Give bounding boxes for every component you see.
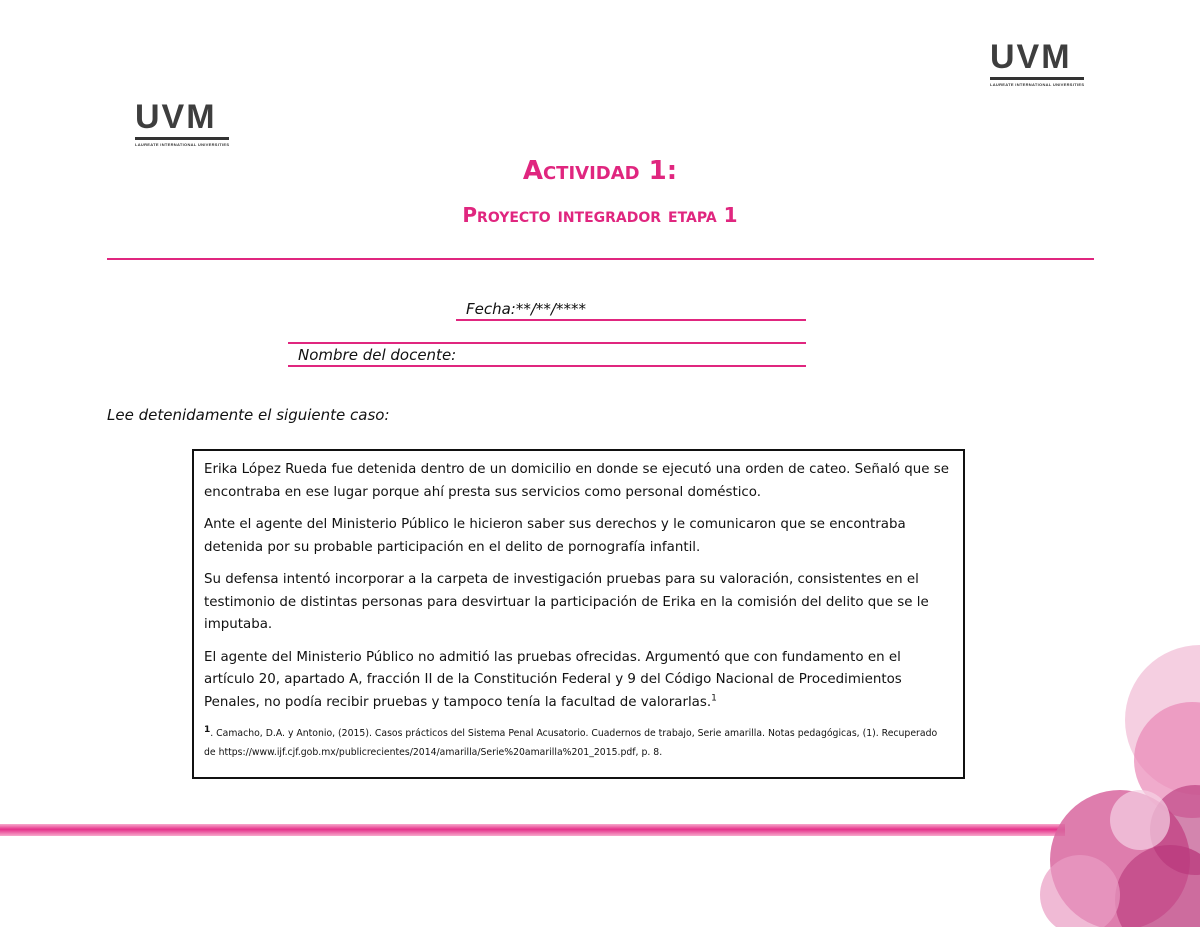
title-divider	[107, 258, 1094, 260]
logo-rule	[135, 137, 229, 140]
logo-rule	[990, 77, 1084, 80]
case-paragraph-4-text: El agente del Ministerio Público no admitió las pruebas ofrecidas. Argumentó que con fundamento en el artículo 20, apartado A, fracción II de la Constitución Federal y 9 del Código Nacional de Procedimientos Penales, no podía recibir pruebas y tampoco tenía la facultad de valorarlas.	[204, 649, 902, 710]
logo-tagline: LAUREATE INTERNATIONAL UNIVERSITIES	[990, 82, 1085, 87]
case-paragraph-3: Su defensa intentó incorporar a la carpeta de investigación pruebas para su valoración, consistentes en el testimonio de distintas personas para desvirtuar la participación de Erika en la comisión del delito que se le imputaba.	[204, 572, 929, 632]
footnote-reference: 1	[711, 693, 717, 704]
case-paragraph-1: Erika López Rueda fue detenida dentro de un domicilio en donde se ejecutó una orden de cateo. Señaló que se encontraba en ese lugar porque ahí presta sus servicios como personal doméstico.	[204, 462, 949, 500]
footnote-text: . Camacho, D.A. y Antonio, (2015). Casos prácticos del Sistema Penal Acusatorio. Cuadernos de trabajo, Serie amarilla. Notas pedagógicas, (1). Recuperado de https://www.ijf.cjf.gob.mx/publicrecientes/2014/amarilla/Serie%20amarilla%201_2015.pdf, p. 8.	[204, 728, 938, 758]
footnote-mark: 1	[204, 724, 211, 735]
case-paragraph-4	[204, 647, 949, 715]
logo-wordmark: UVM	[135, 98, 217, 136]
page-subtitle: Proyecto integrador etapa 1	[462, 203, 738, 227]
teacher-field-underline	[288, 365, 806, 367]
date-field-underline	[456, 319, 806, 321]
logo-wordmark: UVM	[990, 38, 1072, 76]
uvm-logo-left	[135, 100, 231, 147]
instruction-text: Lee detenidamente el siguiente caso:	[107, 406, 390, 424]
case-box	[192, 449, 965, 779]
bottom-decorative-band	[0, 822, 1065, 838]
footnote	[204, 724, 949, 762]
logo-tagline: LAUREATE INTERNATIONAL UNIVERSITIES	[135, 142, 230, 147]
decorative-circles	[1020, 630, 1200, 927]
page-title: Actividad 1:	[522, 156, 678, 186]
teacher-field-top-line	[288, 342, 806, 344]
uvm-logo-top-right	[990, 40, 1088, 87]
date-field[interactable]: Fecha:**/**/****	[466, 300, 586, 318]
teacher-name-field[interactable]: Nombre del docente:	[298, 346, 457, 364]
case-paragraph-2: Ante el agente del Ministerio Público le hicieron saber sus derechos y le comunicaron que se encontraba detenida por su probable participación en el delito de pornografía infantil.	[204, 517, 906, 555]
